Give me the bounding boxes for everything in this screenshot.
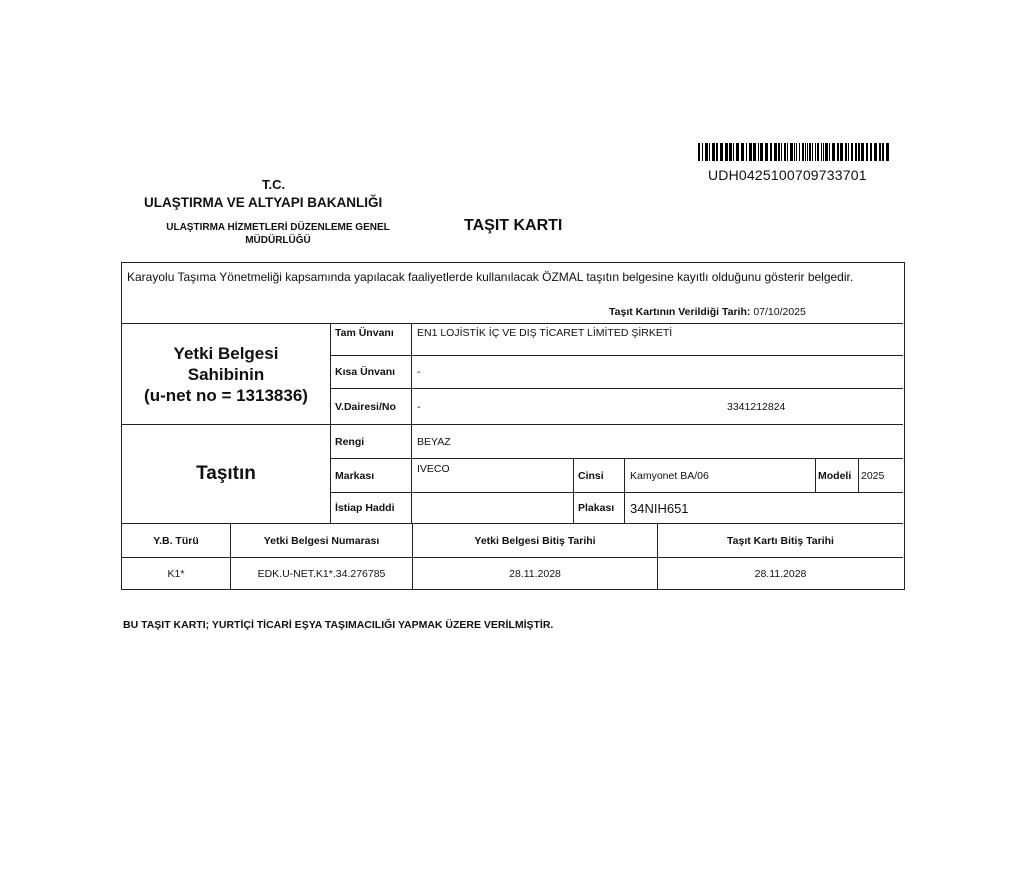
barcode-bar (848, 143, 849, 161)
modeli-label: Modeli (818, 469, 852, 482)
holder-title-line1: Yetki Belgesi (173, 343, 279, 363)
barcode-bar (709, 143, 710, 161)
barcode-bar (746, 143, 747, 161)
holder-title-line3: (u-net no = 1313836) (144, 385, 308, 405)
barcode-bar (753, 143, 756, 161)
barcode-bar (702, 143, 703, 161)
barcode-bar (741, 143, 744, 161)
barcode-bar (855, 143, 857, 161)
barcode-bar (823, 143, 824, 161)
barcode-bar (832, 143, 835, 161)
barcode-bar (805, 143, 806, 161)
table-cell-belge-bitis: 28.11.2028 (509, 567, 561, 580)
holder-title (122, 324, 330, 424)
ministry-name: ULAŞTIRMA VE ALTYAPI BAKANLIĞI (144, 195, 383, 210)
barcode-bar (787, 143, 788, 161)
barcode-bar (790, 143, 793, 161)
table-cell-yb-turu: K1* (167, 567, 185, 580)
issue-date-value: 07/10/2025 (753, 306, 806, 318)
barcode-bar (870, 143, 872, 161)
cinsi-label: Cinsi (578, 469, 604, 482)
barcode-bar (736, 143, 739, 161)
barcode-bar (802, 143, 804, 161)
table-cell-kart-bitis: 28.11.2028 (754, 567, 807, 580)
table-cell-belge-no: EDK.U-NET.K1*.34.276785 (257, 567, 386, 580)
barcode-bar (845, 143, 847, 161)
barcode-bar (712, 143, 715, 161)
cinsi-value: Kamyonet BA/06 (630, 469, 709, 482)
barcode-bar (720, 143, 723, 161)
col-header-kart-bitis: Taşıt Kartı Bitiş Tarihi (727, 534, 834, 547)
barcode-number: UDH0425100709733701 (708, 167, 867, 183)
istiap-value (412, 493, 572, 523)
barcode-bar (829, 143, 830, 161)
document-title: TAŞIT KARTI (464, 217, 563, 234)
kisa-unvan-value: - (417, 366, 421, 378)
col-header-belge-bitis: Yetki Belgesi Bitiş Tarihi (474, 534, 596, 547)
department-name: ULAŞTIRMA HİZMETLERİ DÜZENLEME GENEL MÜDÜRLÜĞÜ (166, 222, 390, 246)
rengi-value: BEYAZ (417, 435, 451, 448)
barcode-bar (796, 143, 797, 161)
vergi-dairesi-value: - (417, 401, 421, 413)
footer-note: BU TAŞIT KARTI; YURTİÇİ TİCARİ EŞYA TAŞIMACILIĞI YAPMAK ÜZERE VERİLMİŞTİR. (123, 619, 554, 631)
barcode-bar (879, 143, 881, 161)
barcode-bar (781, 143, 782, 161)
rengi-label: Rengi (335, 435, 365, 448)
barcode-bar (858, 143, 860, 161)
barcode-bar (770, 143, 772, 161)
kisa-unvan-label: Kısa Ünvanı (335, 366, 396, 378)
intro-text: Karayolu Taşıma Yönetmeliği kapsamında yapılacak faaliyetlerde kullanılacak ÖZMAL taşıtın belgesine kayıtlı olduğunu gösterir belgedir. (127, 270, 854, 284)
barcode-bar (794, 143, 795, 161)
barcode-bar (765, 143, 768, 161)
barcode-bar (886, 143, 889, 161)
barcode-bar (840, 143, 843, 161)
barcode-bar (815, 143, 816, 161)
barcode-bar (851, 143, 853, 161)
vehicle-card-frame (121, 262, 905, 590)
istiap-label: İstiap Haddi (335, 502, 395, 514)
barcode-bar (778, 143, 780, 161)
barcode-bar (705, 143, 708, 161)
barcode-bar (825, 143, 828, 161)
barcode-bar (758, 143, 759, 161)
barcode-bar (809, 143, 811, 161)
barcode-bar (725, 143, 728, 161)
barcode-bar (698, 143, 700, 161)
vergi-no-value: 3341212824 (727, 401, 786, 413)
vehicle-title: Taşıtın (196, 463, 256, 484)
barcode-bar (882, 143, 884, 161)
plakasi-label: Plakası (578, 502, 615, 514)
barcode-bar (821, 143, 822, 161)
plakasi-value: 34NIH651 (630, 500, 689, 516)
barcode-bar (812, 143, 813, 161)
barcode-bar (807, 143, 808, 161)
barcode (698, 143, 890, 161)
barcode-bar (837, 143, 839, 161)
tam-unvan-label: Tam Ünvanı (335, 327, 394, 339)
modeli-value: 2025 (861, 469, 885, 482)
barcode-bar (774, 143, 777, 161)
issue-date-label: Taşıt Kartının Verildiği Tarih: (609, 306, 751, 318)
barcode-bar (799, 143, 800, 161)
barcode-bar (861, 143, 864, 161)
barcode-bar (874, 143, 877, 161)
barcode-bar (729, 143, 732, 161)
tam-unvan-value: EN1 LOJİSTİK İÇ VE DIŞ TİCARET LİMİTED ŞİRKETİ (417, 327, 673, 339)
barcode-bar (866, 143, 868, 161)
markasi-value: IVECO (417, 463, 450, 475)
barcode-bar (749, 143, 752, 161)
barcode-bar (760, 143, 763, 161)
issue-date-row (609, 306, 806, 318)
holder-title-line2: Sahibinin (187, 364, 265, 384)
tc-heading: T.C. (262, 177, 286, 192)
barcode-bar (733, 143, 734, 161)
col-header-yb-turu: Y.B. Türü (153, 534, 199, 547)
col-header-belge-no: Yetki Belgesi Numarası (263, 534, 380, 547)
vergi-label: V.Dairesi/No (335, 400, 396, 413)
barcode-bar (817, 143, 819, 161)
markasi-label: Markası (335, 469, 375, 482)
barcode-bar (784, 143, 786, 161)
barcode-bar (716, 143, 718, 161)
